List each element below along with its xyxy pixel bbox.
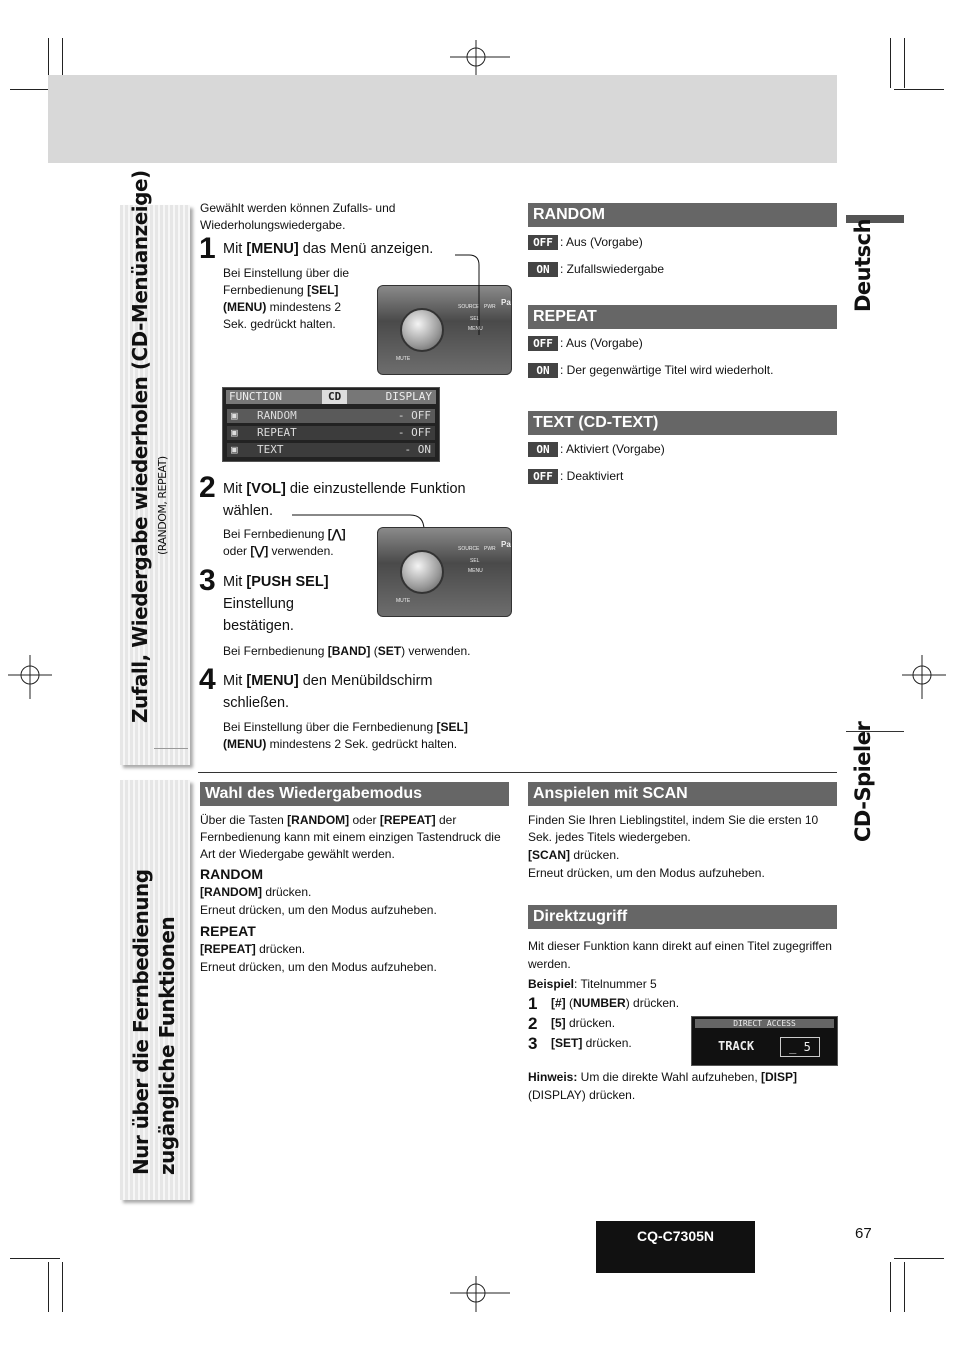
volume-knob [400,308,444,352]
option-text: : Zufallswiedergabe [560,262,665,276]
key: (MENU) [223,300,267,314]
lcd-header: DIRECT ACCESS [695,1019,834,1028]
line: bestätigen. [223,618,294,634]
repeat-subheading: REPEAT [200,923,256,939]
label: Hinweis: [528,1070,578,1084]
side-title-box-menu [120,170,190,765]
side-title-menu-sub: (RANDOM, REPEAT) [156,456,169,555]
line [200,812,510,829]
direct-access-lcd [691,1016,838,1066]
registration-mark [902,655,946,699]
crop-mark [894,1258,944,1259]
direct-step3 [551,1035,632,1052]
text: ( [370,644,378,658]
line: Sek. jedes Titels wiedergeben. [528,830,691,844]
device-label: MUTE [396,356,411,362]
model-number: CQ-C7305N [636,1228,715,1244]
key-repeat: [REPEAT] [379,813,436,827]
line: Erneut drücken, um den Modus aufzuheben. [200,903,437,917]
lcd-tab-active: CD [322,390,347,404]
text: mindestens 2 Sek. gedrückt halten. [266,737,458,751]
key-set: [SET] [551,1036,583,1050]
option-row [528,442,665,457]
registration-mark [450,1276,510,1312]
line: Erneut drücken, um den Modus aufzuheben. [528,866,765,880]
lcd-row-name: REPEAT [257,426,297,439]
registration-mark [8,655,52,699]
step-number: 3 [528,1034,538,1053]
off-icon: OFF [528,469,558,484]
off-icon: OFF [528,235,558,250]
text: den Menübildschirm [298,673,433,689]
note-line [223,282,373,299]
device-label: SOURCE [458,546,480,552]
on-icon: ON [528,262,558,277]
text: ( [565,996,574,1010]
divider [154,748,188,749]
text: Über die Tasten [200,813,288,827]
key-band: [BAND] [327,644,371,658]
lcd-tab: DISPLAY [385,390,432,403]
device-label: MENU [468,568,483,574]
line [200,883,437,901]
checkbox-icon: ▣ [231,426,238,439]
text: ) verwenden. [401,644,471,658]
option-text: : Aus (Vorgabe) [560,336,643,350]
volume-knob [400,550,444,594]
text: oder [349,813,380,827]
text: mindestens 2 [266,300,342,314]
line [223,571,329,593]
page-number: 67 [855,1225,872,1242]
checkbox-icon: ▣ [231,409,238,422]
device-panel [377,527,512,617]
option-text: : Aktiviert (Vorgabe) [560,442,665,456]
lcd-track-label: TRACK [718,1039,755,1053]
text: Mit [223,673,247,689]
text: drücken. [255,942,306,956]
lcd-row-value: - ON [404,443,431,456]
option-text: : Aus (Vorgabe) [560,235,643,249]
lcd-track-value: _ 5 [780,1037,820,1057]
crop-mark [904,38,905,88]
line [528,975,838,993]
step-number: 2 [528,1014,538,1033]
scan-text [528,812,838,882]
text: Bei Fernbedienung [223,527,328,541]
model-box [596,1221,755,1273]
text: Mit [223,574,247,590]
repeat-text [200,940,437,976]
line: Mit dieser Funktion kann direkt auf einen Titel zugegriffen [528,939,832,953]
step4-text [223,670,433,714]
device-panel [377,285,512,375]
note-line: Bei Einstellung über die [223,266,350,280]
step-number: 3 [199,564,216,597]
key-scan: [SCAN] [528,848,570,862]
step3-note [223,643,470,660]
key-random: [RANDOM] [287,813,350,827]
off-icon: OFF [528,336,558,351]
crop-mark [48,1262,49,1312]
key: (MENU) [223,737,267,751]
key-menu: [MENU] [246,673,299,689]
text: drücken. [570,848,620,862]
note-line [223,719,468,736]
text: Bei Fernbedienung [223,644,328,658]
text: das Menü anzeigen. [298,241,434,257]
text: : Titelnummer 5 [574,977,657,991]
key-number: NUMBER [573,996,626,1010]
option-row [528,469,623,484]
crop-mark [894,89,944,90]
lcd-row-name: TEXT [257,443,284,456]
step4-note [223,719,468,753]
step1-text [223,238,433,260]
step1-note [223,265,373,333]
lcd-row [227,409,435,423]
side-title-box-remote [120,780,190,1200]
lcd-menu [222,387,440,462]
key-hash: [#] [551,996,566,1010]
crop-mark [904,1262,905,1312]
lcd-row [227,426,435,440]
callout-line [455,250,485,340]
line [528,847,838,864]
registration-mark [450,40,510,76]
key: [SEL] [436,720,468,734]
key-set: SET [377,644,402,658]
device-label: SOURCE [458,304,480,310]
line: schließen. [223,695,290,711]
side-title-menu: Zufall, Wiedergabe wiederholen (CD-Menüanzeige) [128,170,152,723]
lcd-tab: FUNCTION [229,390,282,403]
repeat-heading: REPEAT [528,305,837,329]
lcd-row-value: - OFF [397,409,431,422]
random-heading: RANDOM [528,203,837,227]
key-down: [⋁] [250,544,269,558]
device-label: MUTE [396,598,411,604]
text: Mit [223,241,247,257]
line [528,1068,838,1086]
text: drücken. [582,1036,632,1050]
key-repeat: [REPEAT] [200,942,256,956]
scan-heading: Anspielen mit SCAN [528,782,837,806]
text: drücken. [565,1016,616,1030]
key-menu: [MENU] [246,241,299,257]
key-5: [5] [551,1016,566,1030]
header-band [48,75,837,163]
menu-intro: Gewählt werden können Zufalls- und Wiederholungswiedergabe. [200,201,396,232]
step-number: 4 [199,663,216,696]
device-label: MENU [468,326,483,332]
language-label: Deutsch [851,218,875,312]
crop-mark [62,1262,63,1312]
mode-intro [200,812,510,863]
lcd-tab-bar [226,390,436,404]
line: Fernbedienung kann mit einem einzigen Tastendruck die [200,830,501,844]
direct-intro [528,937,838,993]
option-text: : Der gegenwärtige Titel wird wiederholt. [560,363,774,377]
text-heading: TEXT (CD-TEXT) [528,411,837,435]
direct-step1 [551,995,679,1012]
note-line: Sek. gedrückt halten. [223,317,336,331]
option-row [528,363,773,378]
key-up: [⋀] [327,527,346,541]
line: Finden Sie Ihren Lieblingstitel, indem Sie die ersten 10 [528,813,819,827]
line: Erneut drücken, um den Modus aufzuheben. [200,960,437,974]
brand: Pa [501,540,511,549]
random-text [200,883,437,919]
section-divider [198,772,837,773]
line: Art der Wiedergabe gewählt werden. [200,847,395,861]
key-vol: [VOL] [246,481,286,497]
option-row [528,336,643,351]
brand: Pa [501,298,511,307]
line: Einstellung [223,596,294,612]
device-label: PWR [484,546,496,552]
step3-text [223,571,329,637]
key-random: [RANDOM] [200,885,262,899]
label: Beispiel [528,977,575,991]
text: ) drücken. [625,996,680,1010]
device-label: PWR [484,304,496,310]
text: drücken. [262,885,312,899]
random-subheading: RANDOM [200,866,263,882]
text: Um die direkte Wahl aufzuheben, [577,1070,761,1084]
on-icon: ON [528,442,558,457]
text: Fernbedienung [223,283,308,297]
option-text: : Deaktiviert [560,469,624,483]
mode-heading: Wahl des Wiedergabemodus [200,782,509,806]
note-line [223,299,373,316]
option-row [528,235,643,250]
direct-heading: Direktzugriff [528,905,837,929]
direct-note [528,1068,838,1104]
step-number: 1 [528,994,538,1013]
note-line [223,736,468,753]
on-icon: ON [528,363,558,378]
checkbox-icon: ▣ [231,443,238,456]
device-label: SEL [470,558,480,564]
text: oder [223,544,251,558]
lcd-row-value: - OFF [397,426,431,439]
key: [SEL] [307,283,339,297]
text: die einzustellende Funktion [285,481,466,497]
key-disp: [DISP] [761,1070,797,1084]
direct-step2 [551,1015,615,1032]
line [223,478,466,500]
text: Bei Einstellung über die Fernbedienung [223,720,437,734]
option-row [528,262,664,277]
side-title-remote-text: Nur über die Fernbedienung zugängliche Funktionen [129,869,179,1175]
crop-mark [890,1262,891,1312]
device-label: SEL [470,316,480,322]
text: verwenden. [268,544,334,558]
key-push-sel: [PUSH SEL] [246,574,329,590]
line [223,670,433,692]
lcd-row-name: RANDOM [257,409,297,422]
text: der [435,813,457,827]
text: Mit [223,481,247,497]
crop-mark [890,38,891,88]
section-label: CD-Spieler [851,721,875,842]
lcd-row [227,443,435,457]
line: wählen. [223,503,273,519]
line: werden. [528,957,571,971]
step-number: 2 [199,471,216,504]
line: (DISPLAY) drücken. [528,1088,636,1102]
side-title-remote-line1 [128,815,180,1175]
step-number: 1 [199,232,216,265]
crop-mark [10,1258,60,1259]
line [200,940,437,958]
